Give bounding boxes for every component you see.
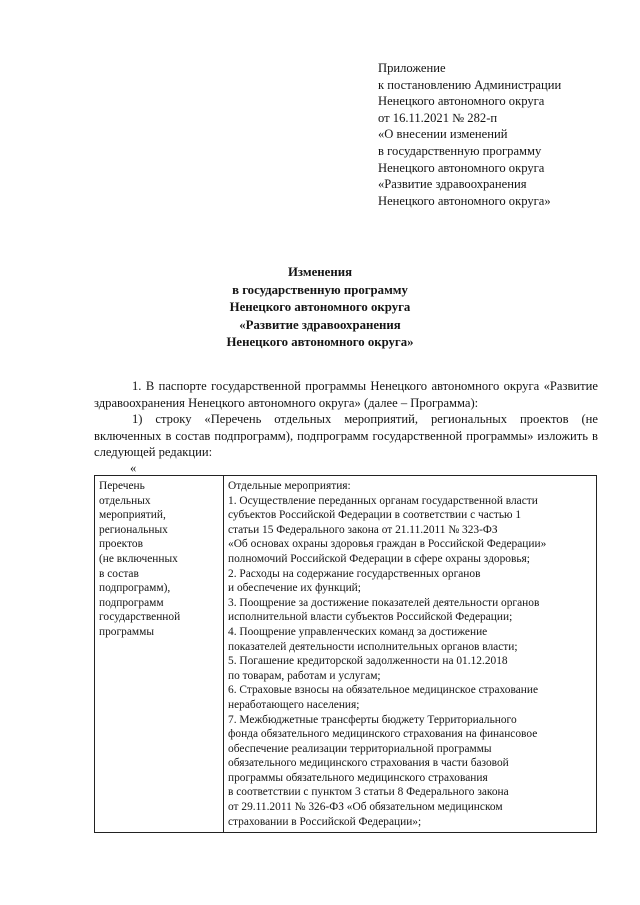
appendix-line: от 16.11.2021 № 282-п: [378, 110, 498, 125]
table-row: [95, 476, 597, 833]
appendix-line: «О внесении изменений: [378, 127, 508, 142]
title-line: Изменения: [287, 265, 353, 279]
cell-line: отдельных: [99, 494, 151, 507]
cell-line: 2. Расходы на содержание государственных органов: [228, 567, 481, 580]
cell-line: в соответствии с пунктом 3 статьи 8 Федерального закона: [228, 786, 509, 799]
cell-line: региональных: [99, 523, 168, 536]
cell-line: в состав: [99, 567, 139, 580]
table-cell-content: [224, 476, 597, 833]
body-text: [94, 378, 598, 461]
title-line: Ненецкого автономного округа: [229, 300, 411, 315]
cell-line: и обеспечение их функций;: [228, 582, 361, 595]
title-line: Ненецкого автономного округа»: [226, 335, 414, 350]
document-title: [60, 264, 580, 352]
cell-line: 7. Межбюджетные трансферты бюджету Территориального: [228, 713, 517, 726]
appendix-line: Ненецкого автономного округа»: [378, 193, 551, 208]
cell-line: от 29.11.2011 № 326-ФЗ «Об обязательном медицинском: [228, 801, 503, 814]
cell-line: 3. Поощрение за достижение показателей деятельности органов: [228, 596, 540, 609]
paragraph-2: 1) строку «Перечень отдельных мероприятий, региональных проектов (не включенных в состав подпрограмм), подпрограмм государственной программы» изложить в следующей редакции:: [94, 412, 598, 460]
cell-line: (не включенных: [99, 552, 178, 565]
appendix-header: [378, 60, 628, 209]
cell-line: «Об основах охраны здоровья граждан в Российской Федерации»: [228, 538, 547, 551]
cell-line: 5. Погашение кредиторской задолженности на 01.12.2018: [228, 655, 508, 668]
opening-quote: «: [130, 461, 137, 475]
cell-line: исполнительной власти субъектов Российской Федерации;: [228, 611, 513, 624]
cell-line: обязательного медицинского страхования в части базовой: [228, 757, 509, 770]
title-line: в государственную программу: [232, 282, 408, 297]
cell-line: мероприятий,: [99, 509, 166, 522]
cell-line: 6. Страховые взносы на обязательное медицинское страхование: [228, 684, 539, 697]
cell-line: обеспечение реализации территориальной программы: [228, 742, 492, 755]
cell-line: статьи 15 Федерального закона от 21.11.2011 № 323-ФЗ: [228, 523, 498, 536]
cell-line: по товарам, работам и услугам;: [228, 669, 381, 682]
appendix-line: Ненецкого автономного округа: [378, 160, 545, 175]
cell-line: полномочий Российской Федерации в сфере охраны здоровья;: [228, 552, 530, 565]
appendix-line: «Развитие здравоохранения: [378, 177, 527, 192]
table-cell-label: [95, 476, 224, 833]
cell-line: показателей деятельности исполнительных органов власти;: [228, 640, 518, 653]
cell-line: субъектов Российской Федерации в соответствии с частью 1: [228, 509, 522, 522]
title-line: «Развитие здравоохранения: [239, 317, 401, 332]
cell-line: фонда обязательного медицинского страхования на финансовое: [228, 728, 538, 741]
cell-line: программы обязательного медицинского страхования: [228, 771, 488, 784]
appendix-line: Ненецкого автономного округа: [378, 94, 545, 109]
cell-line: неработающего населения;: [228, 698, 360, 711]
cell-line: программы: [99, 625, 154, 638]
cell-line: Отдельные мероприятия:: [228, 480, 351, 492]
paragraph-1: 1. В паспорте государственной программы Ненецкого автономного округа «Развитие здравоохранения Ненецкого автономного округа» (далее – Программа):: [94, 379, 598, 410]
cell-line: проектов: [99, 538, 143, 551]
appendix-line: в государственную программу: [378, 143, 542, 158]
cell-line: подпрограмм: [99, 596, 164, 609]
cell-line: государственной: [99, 611, 181, 624]
appendix-line: к постановлению Администрации: [378, 77, 562, 92]
cell-line: подпрограмм),: [99, 582, 171, 595]
cell-line: Перечень: [99, 480, 145, 492]
appendix-line: Приложение: [378, 61, 446, 75]
cell-line: 1. Осуществление переданных органам государственной власти: [228, 494, 538, 507]
program-passport-table: [94, 475, 597, 833]
cell-line: страховании в Российской Федерации»;: [228, 815, 422, 828]
cell-line: 4. Поощрение управленческих команд за достижение: [228, 625, 488, 638]
